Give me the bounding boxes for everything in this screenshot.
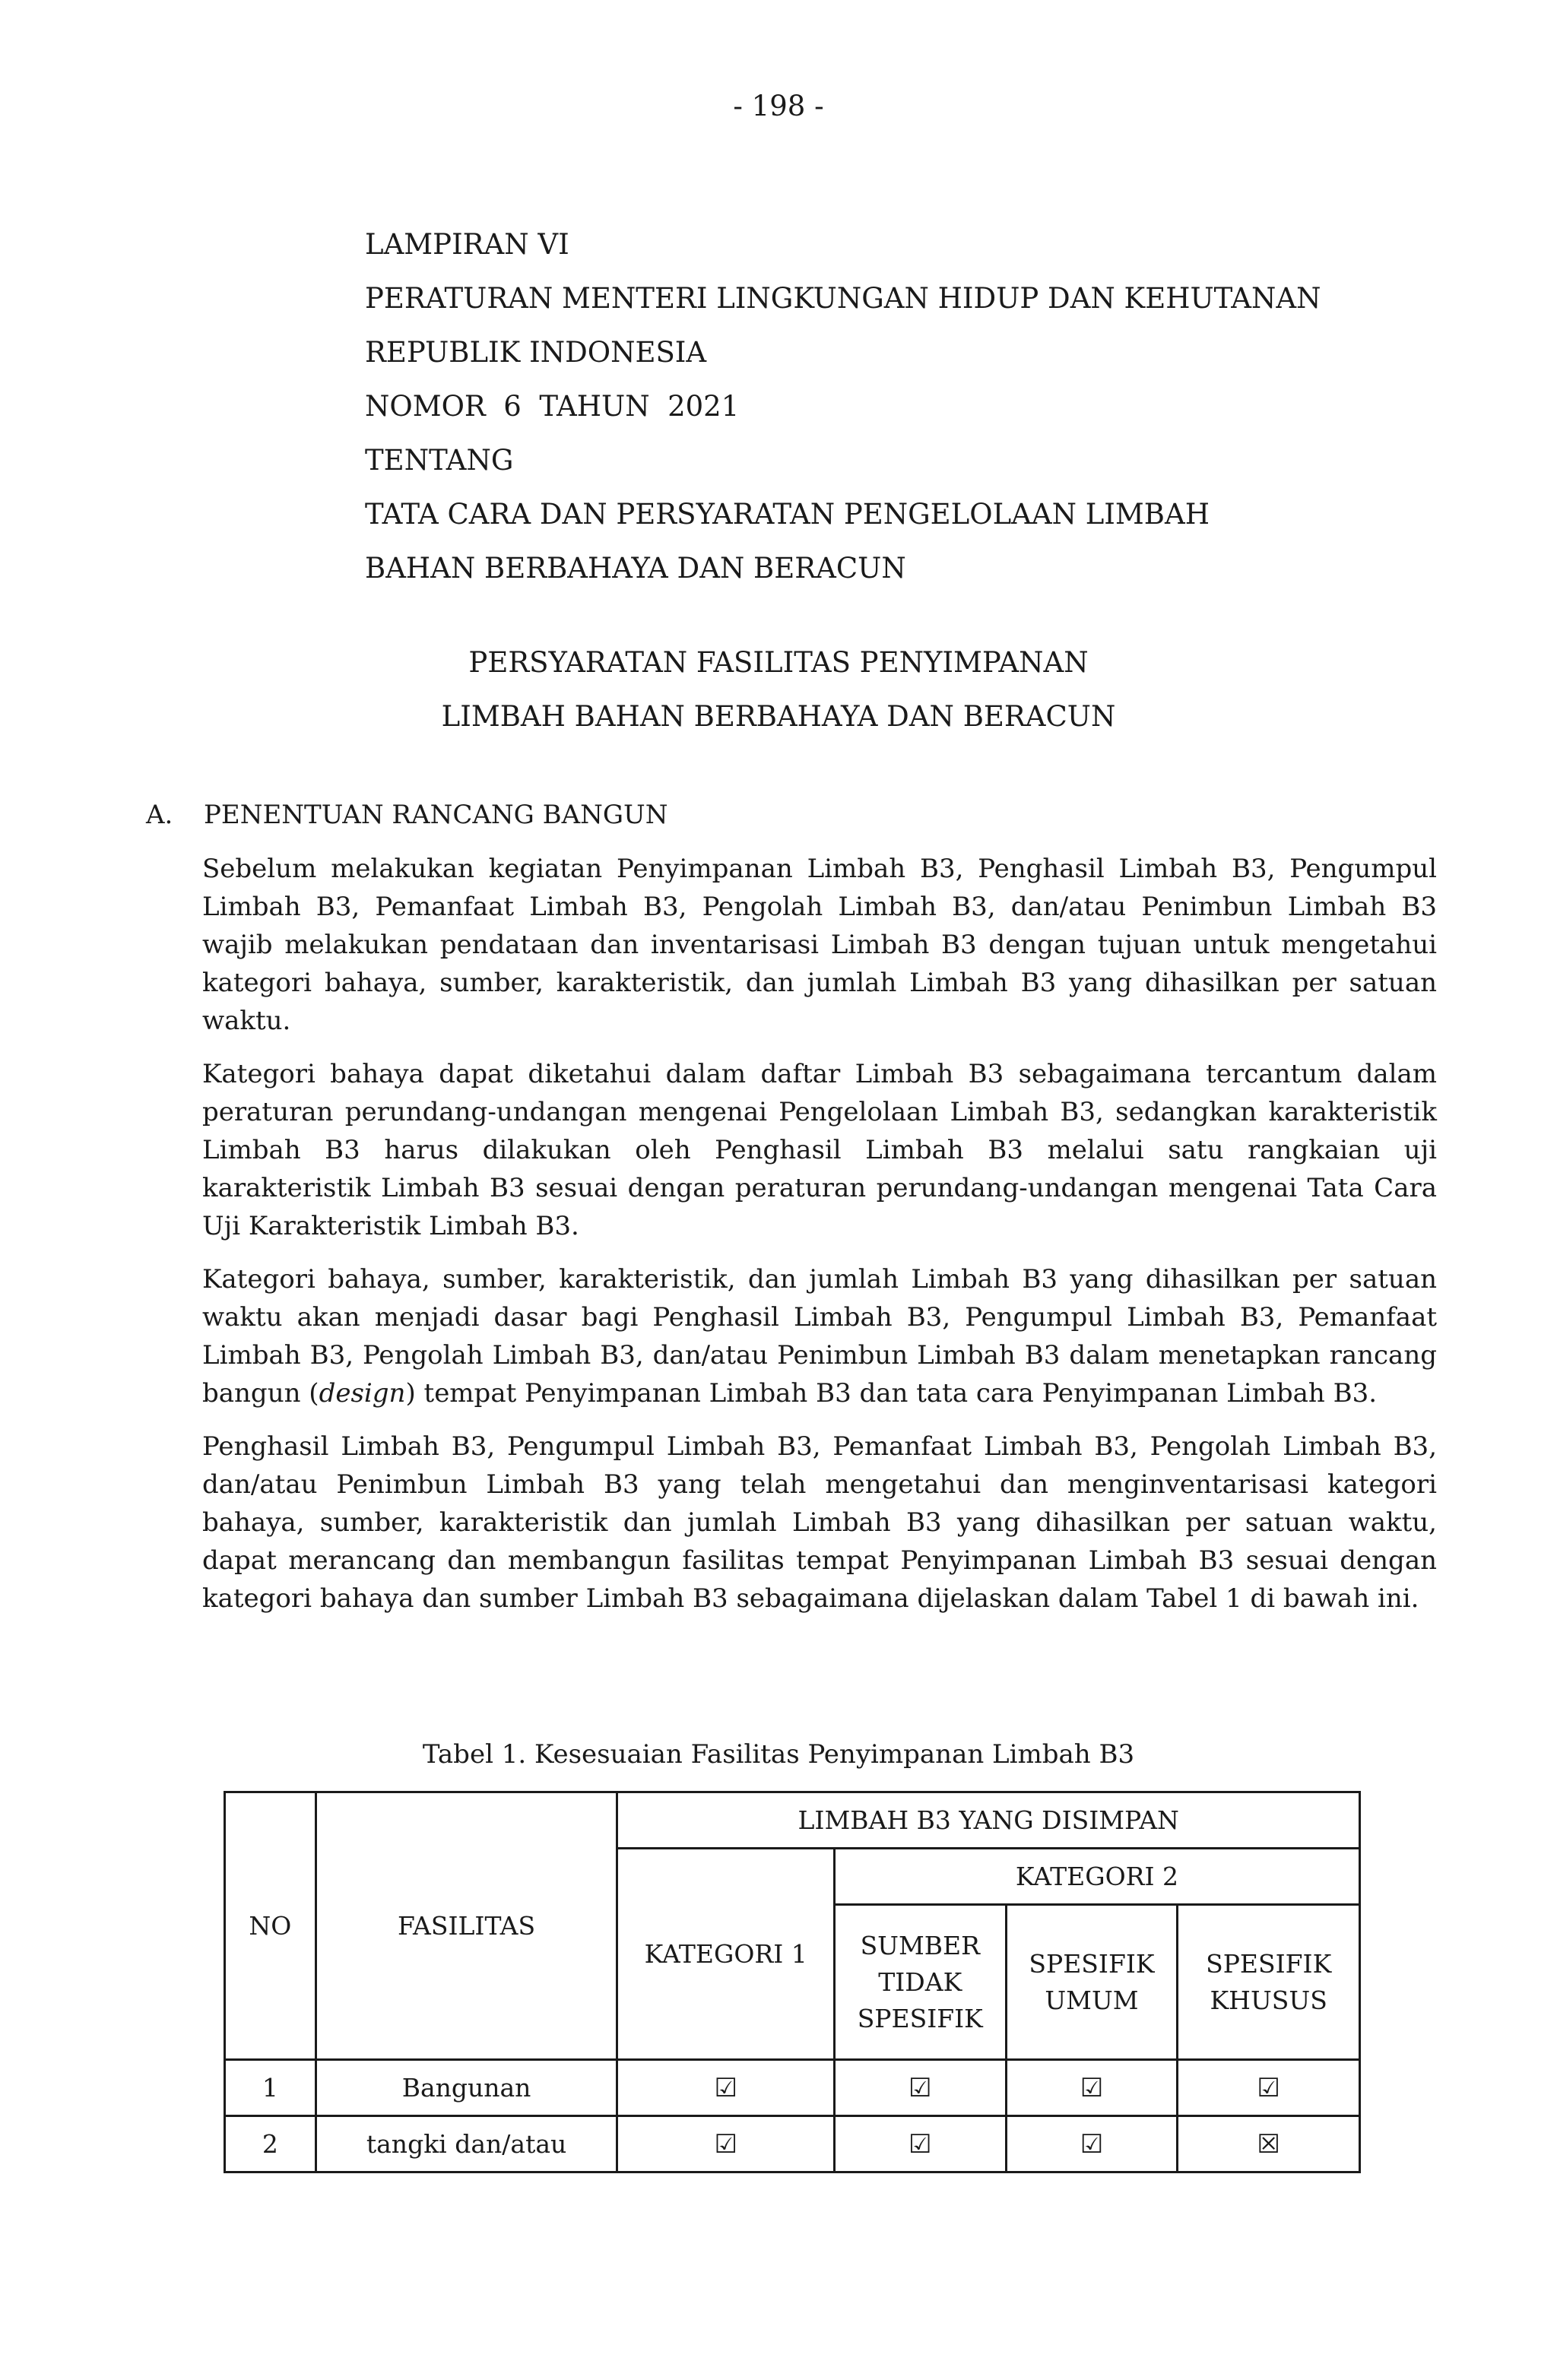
section-letter: A. [146, 800, 173, 830]
header-sumber-tidak-spesifik: SUMBER TIDAK SPESIFIK [834, 1905, 1006, 2060]
check-icon: ☑ [834, 2060, 1006, 2116]
check-icon: ☑ [617, 2060, 834, 2116]
section-heading [146, 800, 668, 830]
lampiran-line: TATA CARA DAN PERSYARATAN PENGELOLAAN LIMBAH [365, 498, 1210, 531]
table-row [225, 2116, 1360, 2172]
check-icon: ☑ [1006, 2116, 1178, 2172]
paragraph [202, 1260, 1437, 1412]
check-icon: ☑ [617, 2116, 834, 2172]
cell-fasilitas: Bangunan [316, 2060, 617, 2116]
header-kategori-2: KATEGORI 2 [834, 1849, 1359, 1905]
cell-no: 2 [225, 2116, 316, 2172]
facility-table [224, 1791, 1361, 2173]
header-no: NO [225, 1792, 316, 2060]
lampiran-header [365, 217, 1321, 595]
paragraph-emphasis: design [319, 1378, 406, 1409]
section-title: PENENTUAN RANCANG BANGUN [204, 800, 668, 830]
lampiran-line: LAMPIRAN VI [365, 228, 569, 261]
paragraph-text: ) tempat Penyimpanan Limbah B3 dan tata cara Penyimpanan Limbah B3. [405, 1378, 1378, 1409]
lampiran-line: BAHAN BERBAHAYA DAN BERACUN [365, 552, 906, 585]
lampiran-line: REPUBLIK INDONESIA [365, 336, 707, 369]
title-line: LIMBAH BAHAN BERBAHAYA DAN BERACUN [441, 700, 1116, 733]
paragraph: Sebelum melakukan kegiatan Penyimpanan Limbah B3, Penghasil Limbah B3, Pengumpul Limbah B3, Pemanfaat Limbah B3, Pengolah Limbah B3, dan/atau Penimbun Limbah B3 wajib melakukan pendataan dan inventarisasi Limbah B3 dengan tujuan untuk mengetahui kategori bahaya, sumber, karakteristik, dan jumlah Limbah B3 yang dihasilkan per satuan waktu. [202, 854, 1437, 1036]
header-fasilitas: FASILITAS [316, 1792, 617, 2060]
title-line: PERSYARATAN FASILITAS PENYIMPANAN [468, 646, 1089, 679]
header-spesifik-umum: SPESIFIK UMUM [1006, 1905, 1178, 2060]
paragraph: Penghasil Limbah B3, Pengumpul Limbah B3, Pemanfaat Limbah B3, Pengolah Limbah B3, dan/atau Penimbun Limbah B3 yang telah mengetahui dan menginventarisasi kategori bahaya, sumber, karakteristik dan jumlah Limbah B3 yang dihasilkan per satuan waktu, dapat merancang dan membangun fasilitas tempat Penyimpanan Limbah B3 sesuai dengan kategori bahaya dan sumber Limbah B3 sebagaimana dijelaskan dalam Tabel 1 di bawah ini. [202, 1431, 1437, 1614]
cell-no: 1 [225, 2060, 316, 2116]
table-row [225, 2060, 1360, 2116]
header-kategori-1: KATEGORI 1 [617, 1849, 834, 2060]
lampiran-line: PERATURAN MENTERI LINGKUNGAN HIDUP DAN KEHUTANAN [365, 282, 1321, 315]
paragraph: Kategori bahaya dapat diketahui dalam daftar Limbah B3 sebagaimana tercantum dalam peraturan perundang-undangan mengenai Pengelolaan Limbah B3, sedangkan karakteristik Limbah B3 harus dilakukan oleh Penghasil Limbah B3 melalui satu rangkaian uji karakteristik Limbah B3 sesuai dengan peraturan perundang-undangan mengenai Tata Cara Uji Karakteristik Limbah B3. [202, 1059, 1437, 1241]
body-text [202, 850, 1437, 1633]
table-caption: Tabel 1. Kesesuaian Fasilitas Penyimpanan Limbah B3 [422, 1739, 1135, 1770]
lampiran-line: TENTANG [365, 444, 514, 477]
lampiran-line: NOMOR 6 TAHUN 2021 [365, 390, 740, 423]
header-limbah: LIMBAH B3 YANG DISIMPAN [617, 1792, 1360, 1849]
check-icon: ☑ [1178, 2060, 1360, 2116]
paragraph-text: Kategori bahaya, sumber, karakteristik, dan jumlah Limbah B3 yang dihasilkan per satuan waktu akan menjadi dasar bagi Penghasil Limbah B3, Pengumpul Limbah B3, Pemanfaat Limbah B3, Pengolah Limbah B3, dan/atau Penimbun Limbah B3 dalam menetapkan rancang bangun ( [202, 1264, 1437, 1409]
cell-fasilitas: tangki dan/atau [316, 2116, 617, 2172]
document-title [0, 635, 1557, 743]
check-icon: ☑ [834, 2116, 1006, 2172]
header-spesifik-khusus: SPESIFIK KHUSUS [1178, 1905, 1360, 2060]
table-header-row [225, 1792, 1360, 1849]
cross-box-icon: ☒ [1178, 2116, 1360, 2172]
page-number: - 198 - [733, 90, 824, 122]
check-icon: ☑ [1006, 2060, 1178, 2116]
